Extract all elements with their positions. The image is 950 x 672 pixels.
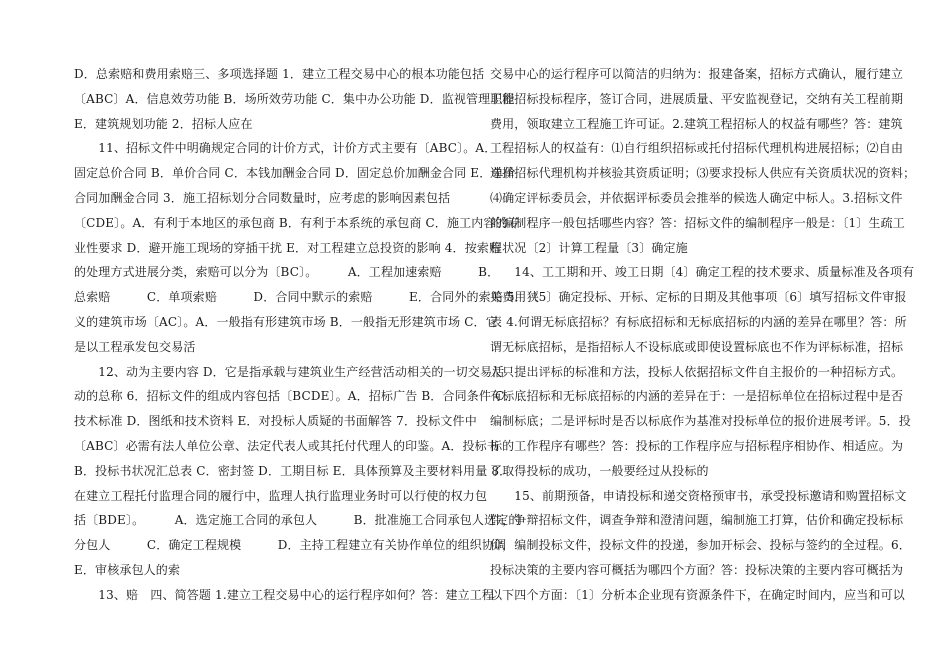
- right-text-line: 15、前期预备，申请投标和递交资格预审书，承受投标邀请和购置招标文: [490, 488, 907, 503]
- right-text-line: 标的工作程序有哪些？答：投标的工作程序应与招标程序相协作、相适应。为: [490, 438, 904, 453]
- left-text-line: 义的建筑市场〔AC〕。A．一般指有形建筑市场 B．一般指无形建筑市场 C．它: [74, 314, 498, 329]
- left-text-line: 合同加酬金合同 3．施工招标划分合同数量时，应考虑的影响因素包括: [74, 190, 451, 205]
- right-text-line: 人只提出评标的标准和方法，投标人依据招标文件自主报价的一种招标方式。: [490, 364, 904, 379]
- left-text-line: 〔ABC〕必需有法人单位公章、法定代表人或其托付代理人的印鉴。A．投标书: [74, 438, 499, 453]
- right-text-line: 交易中心的运行程序可以简洁的归纳为：报建备案，招标方式确认，履行建立: [490, 67, 904, 81]
- right-text-line: 件，争辩招标文件，调查争辩和澄清问题，编制施工打算，估价和确定投标标: [490, 513, 904, 528]
- left-text-line: 的处理方式进展分类，索赔可以分为〔BC〕。 A．工程加速索赔 B．: [74, 265, 500, 280]
- right-text-line: 有标底招标和无标底招标的内涵的差异在于：一是招标单位在招标过程中是否: [490, 389, 904, 404]
- left-text-line: 是以工程承发包交易活: [74, 339, 196, 354]
- right-text-line: 程状况〔2〕计算工程量〔3〕确定施: [490, 240, 688, 255]
- right-text-line: 选择招标代理机构并核验其资质证明；⑶要求投标人供应有关资质状况的资料；: [490, 166, 916, 181]
- left-text-line: E．建筑规划功能 2．招标人应在: [74, 116, 253, 131]
- right-text-column: [490, 62, 916, 608]
- right-text-line: 费用，领取建立工程施工许可证。2.建筑工程招标人的权益有哪些？答：建筑: [490, 116, 903, 131]
- right-text-line: 工程招标人的权益有：⑴自行组织招标或托付招标代理机构进展招标；⑵自由: [490, 141, 904, 156]
- left-text-line: 业性要求 D．避开施工现场的穿插干扰 E．对工程建立总投资的影响 4．按索赔: [74, 240, 502, 255]
- right-text-line: 14、工工期和开、竣工日期〔4〕确定工程的技术要求、质量标准及各项有: [490, 265, 915, 280]
- left-text-line: 11、招标文件中明确规定合同的计价方式，计价方式主要有〔ABC〕。A．: [74, 141, 497, 156]
- right-text-line: 谓无标底招标，是指招标人不设标底或即使设置标底也不作为评标标准，招标: [490, 339, 904, 354]
- right-text-line: 工程招标投标程序，签订合同，进展质量、平安监视登记，交纳有关工程前期: [490, 91, 904, 106]
- right-text-line: 价，编制投标文件，投标文件的投递，参加开标会、投标与签约的全过程。6．: [490, 538, 911, 553]
- left-text-line: 12、动为主要内容 D．它是指承载与建筑业生产经营活动相关的一切交易活: [74, 364, 505, 379]
- left-text-line: 分包人 C．确定工程规模 D．主持工程建立有关协作单位的组织协调: [74, 538, 507, 553]
- left-text-line: E．审核承包人的索: [74, 562, 181, 577]
- left-text-line: 在建立工程托付监理合同的履行中，监理人执行监理业务时可以行使的权力包: [74, 488, 488, 503]
- left-text-line: 〔ABC〕A．信息效劳功能 B．场所效劳功能 C．集中办公功能 D．监视管理职能: [74, 91, 515, 106]
- left-text-line: D．总索赔和费用索赔三、多项选择题 1．建立工程交易中心的根本功能包括: [74, 67, 485, 81]
- right-text-line: 表 4.何谓无标底招标？有标底招标和无标底招标的内涵的差异在哪里？答：所: [490, 314, 907, 329]
- left-text-line: 固定总价合同 B．单价合同 C．本钱加酬金合同 D．固定总价加酬金合同 E．单价: [74, 166, 516, 181]
- right-text-line: 以下四个方面：〔1〕分析本企业现有资源条件下，在确定时间内，应当和可以: [490, 587, 905, 602]
- right-text-line: 了取得投标的成功，一般要经过从投标的: [490, 463, 709, 478]
- right-text-line: ⑷确定评标委员会，并依据评标委员会推举的候选人确定中标人。3.招标文件: [490, 190, 903, 205]
- left-text-line: 13、赔 四、简答题 1.建立工程交易中心的运行程序如何？答：建立工程: [74, 587, 495, 602]
- left-text-line: 动的总称 6．招标文件的组成内容包括〔BCDE〕。A．招标广告 B．合同条件 C．: [74, 389, 517, 404]
- right-text-line: 关费用〔5〕确定投标、开标、定标的日期及其他事项〔6〕填写招标文件审报: [490, 290, 907, 305]
- left-text-line: 括〔BDE〕。 A．选定施工合同的承包人 B．批准施工合同承包人选定的: [74, 513, 521, 528]
- left-text-column: [74, 62, 540, 608]
- left-text-line: B．投标书状况汇总表 C．密封签 D．工期目标 E．具体预算及主要材料用量 8．: [74, 463, 512, 478]
- left-text-line: 技术标准 D．图纸和技术资料 E．对投标人质疑的书面解答 7．投标文件中: [74, 414, 477, 429]
- right-text-line: 的编制程序一般包括哪些内容？答：招标文件的编制程序一般是：〔1〕生疏工: [490, 215, 905, 230]
- left-text-line: 〔CDE〕。A．有利于本地区的承包商 B．有利于本系统的承包商 C．施工内容的专: [74, 215, 520, 230]
- left-text-line: 总索赔 C．单项索赔 D．合同中默示的索赔 E．合同外的索赔 5．狭: [74, 290, 540, 305]
- right-text-line: 编制标底；二是评标时是否以标底作为基准对投标单位的报价进展考评。5．投: [490, 414, 911, 429]
- right-text-line: 投标决策的主要内容可概括为哪四个方面？答：投标决策的主要内容可概括为: [490, 562, 904, 577]
